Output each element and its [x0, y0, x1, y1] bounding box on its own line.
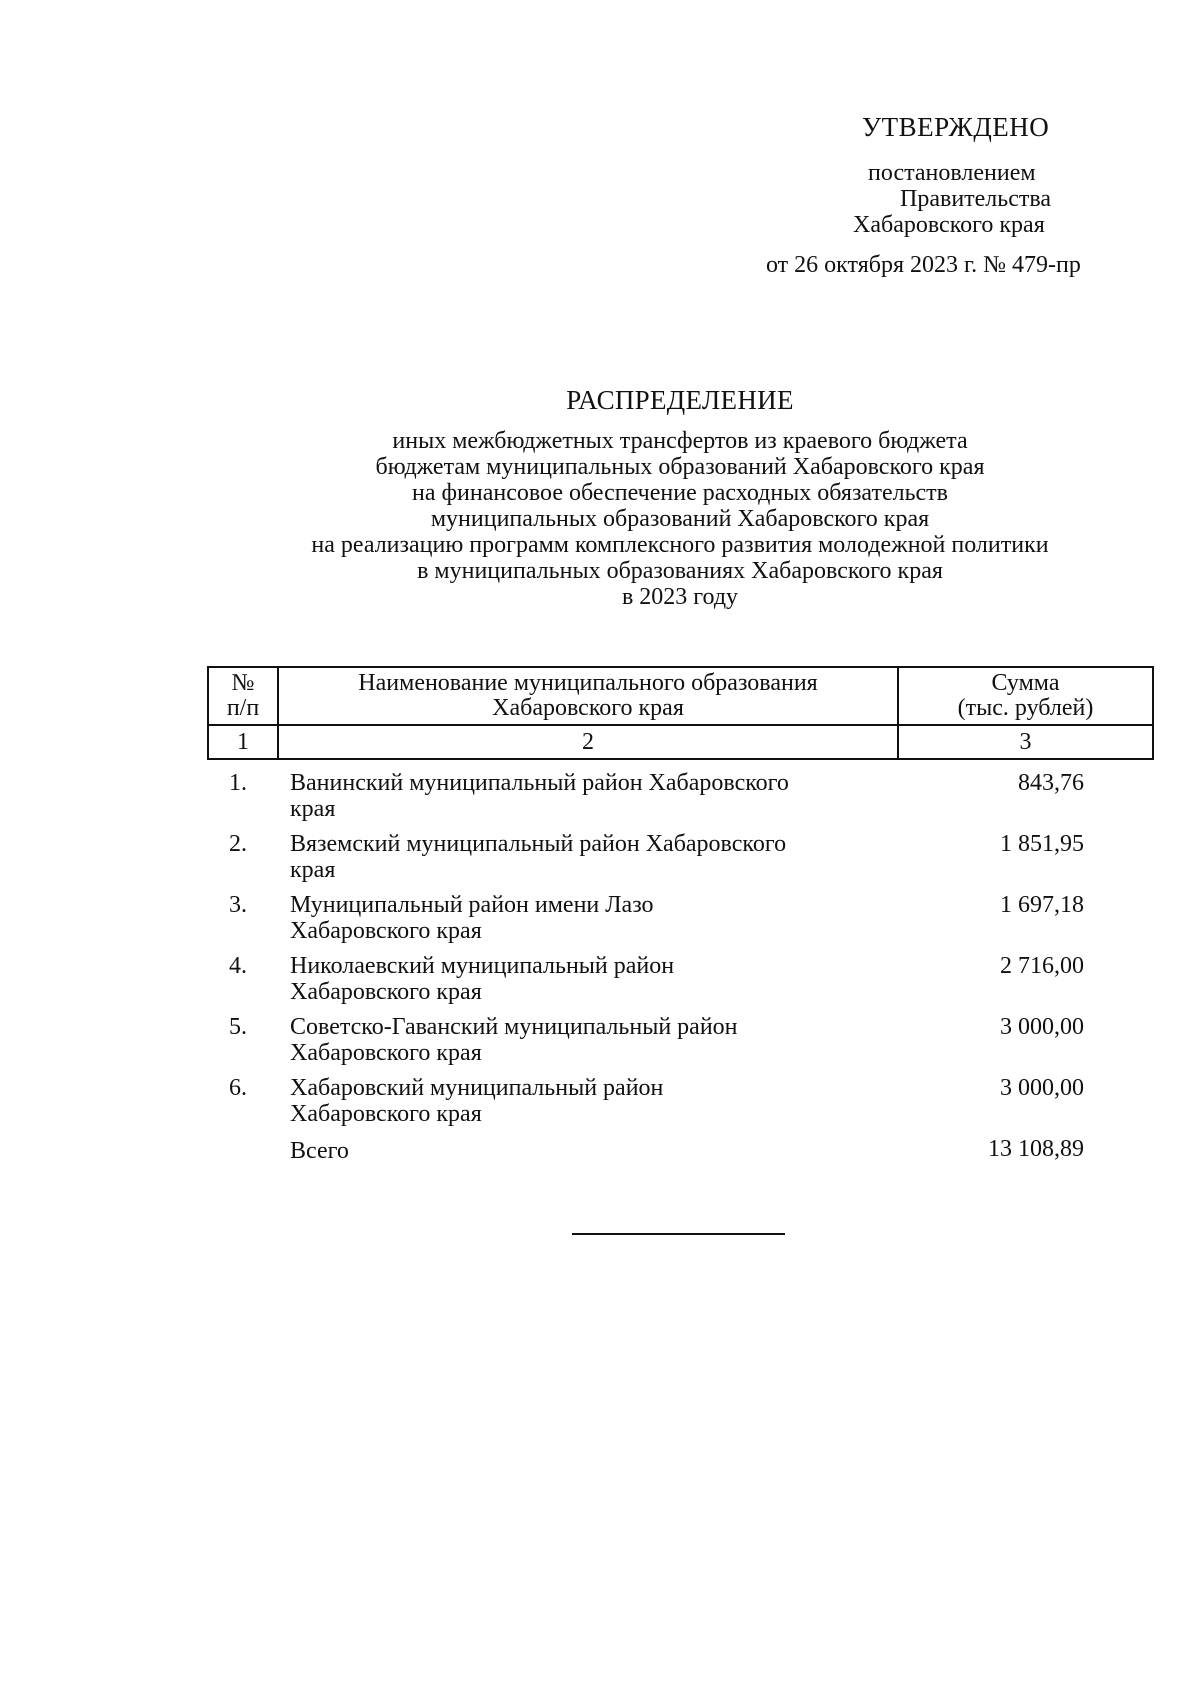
- row-name-line: Ванинский муниципальный район Хабаровского: [290, 770, 789, 796]
- subtitle-line: в 2023 году: [621, 584, 739, 610]
- header-sum-line: (тыс. рублей): [957, 695, 1094, 721]
- header-num: [208, 667, 278, 725]
- subtitle-line: в муниципальных образованиях Хабаровского края: [417, 558, 943, 584]
- table-row: [207, 953, 1154, 1014]
- end-divider: [572, 1233, 785, 1235]
- approval-line: Правительства: [900, 186, 1052, 212]
- row-sum: 3 000,00: [1000, 1075, 1084, 1101]
- total-label: Всего: [290, 1138, 349, 1164]
- approval-heading: УТВЕРЖДЕНО: [862, 112, 1050, 142]
- row-name-line: Вяземский муниципальный район Хабаровского: [290, 831, 787, 857]
- row-name-line: Советско-Гаванский муниципальный район: [290, 1014, 738, 1040]
- row-sum: 1 851,95: [1000, 831, 1084, 857]
- header-name-line: Хабаровского края: [492, 695, 684, 721]
- approval-line: Хабаровского края: [853, 212, 1045, 238]
- table-header: [207, 666, 1154, 760]
- approval-line: постановлением: [868, 160, 1036, 186]
- row-sum: 2 716,00: [1000, 953, 1084, 979]
- row-name-line: края: [290, 796, 336, 822]
- header-name-line: Наименование муниципального образования: [358, 670, 818, 696]
- row-sum: 843,76: [1018, 770, 1084, 796]
- row-number: 4.: [229, 953, 247, 979]
- row-name-line: Николаевский муниципальный район: [290, 953, 675, 979]
- subtitle-line: на реализацию программ комплексного развития молодежной политики: [311, 532, 1049, 558]
- column-number: 2: [278, 725, 898, 759]
- approval-date: от 26 октября 2023 г. № 479-пр: [766, 252, 1081, 278]
- row-name-line: Муниципальный район имени Лазо: [290, 892, 654, 918]
- table-row: [207, 1075, 1154, 1136]
- total-sum: 13 108,89: [988, 1136, 1084, 1162]
- total-row: [207, 1136, 1154, 1176]
- document-subtitle: [0, 428, 1200, 610]
- row-name-line: Хабаровского края: [290, 979, 482, 1005]
- header-sum: [898, 667, 1153, 725]
- header-num-line: №: [231, 670, 255, 696]
- table-row: [207, 831, 1154, 892]
- header-num-line: п/п: [226, 695, 260, 721]
- row-sum: 1 697,18: [1000, 892, 1084, 918]
- row-number: 5.: [229, 1014, 247, 1040]
- row-number: 3.: [229, 892, 247, 918]
- row-name-line: Хабаровского края: [290, 1040, 482, 1066]
- row-name: [290, 1075, 890, 1127]
- table-row: [207, 892, 1154, 953]
- row-name: [290, 770, 890, 822]
- row-name-line: Хабаровский муниципальный район: [290, 1075, 664, 1101]
- row-number: 1.: [229, 770, 247, 796]
- row-name: [290, 831, 890, 883]
- row-name-line: Хабаровского края: [290, 918, 482, 944]
- row-name: [290, 892, 890, 944]
- column-number: 1: [208, 725, 278, 759]
- row-sum: 3 000,00: [1000, 1014, 1084, 1040]
- column-number: 3: [898, 725, 1153, 759]
- table-row: [207, 770, 1154, 831]
- subtitle-line: муниципальных образований Хабаровского края: [430, 506, 930, 532]
- document-title: РАСПРЕДЕЛЕНИЕ: [566, 385, 794, 415]
- subtitle-line: бюджетам муниципальных образований Хабаровского края: [375, 454, 985, 480]
- header-sum-line: Сумма: [991, 670, 1060, 696]
- row-name: [290, 953, 890, 1005]
- subtitle-line: на финансовое обеспечение расходных обязательств: [411, 480, 948, 506]
- row-name-line: Хабаровского края: [290, 1101, 482, 1127]
- row-number: 2.: [229, 831, 247, 857]
- subtitle-line: иных межбюджетных трансфертов из краевого бюджета: [392, 428, 968, 454]
- header-name: [278, 667, 898, 725]
- table-body: [207, 770, 1154, 1176]
- row-number: 6.: [229, 1075, 247, 1101]
- table-row: [207, 1014, 1154, 1075]
- row-name: [290, 1014, 890, 1066]
- row-name-line: края: [290, 857, 336, 883]
